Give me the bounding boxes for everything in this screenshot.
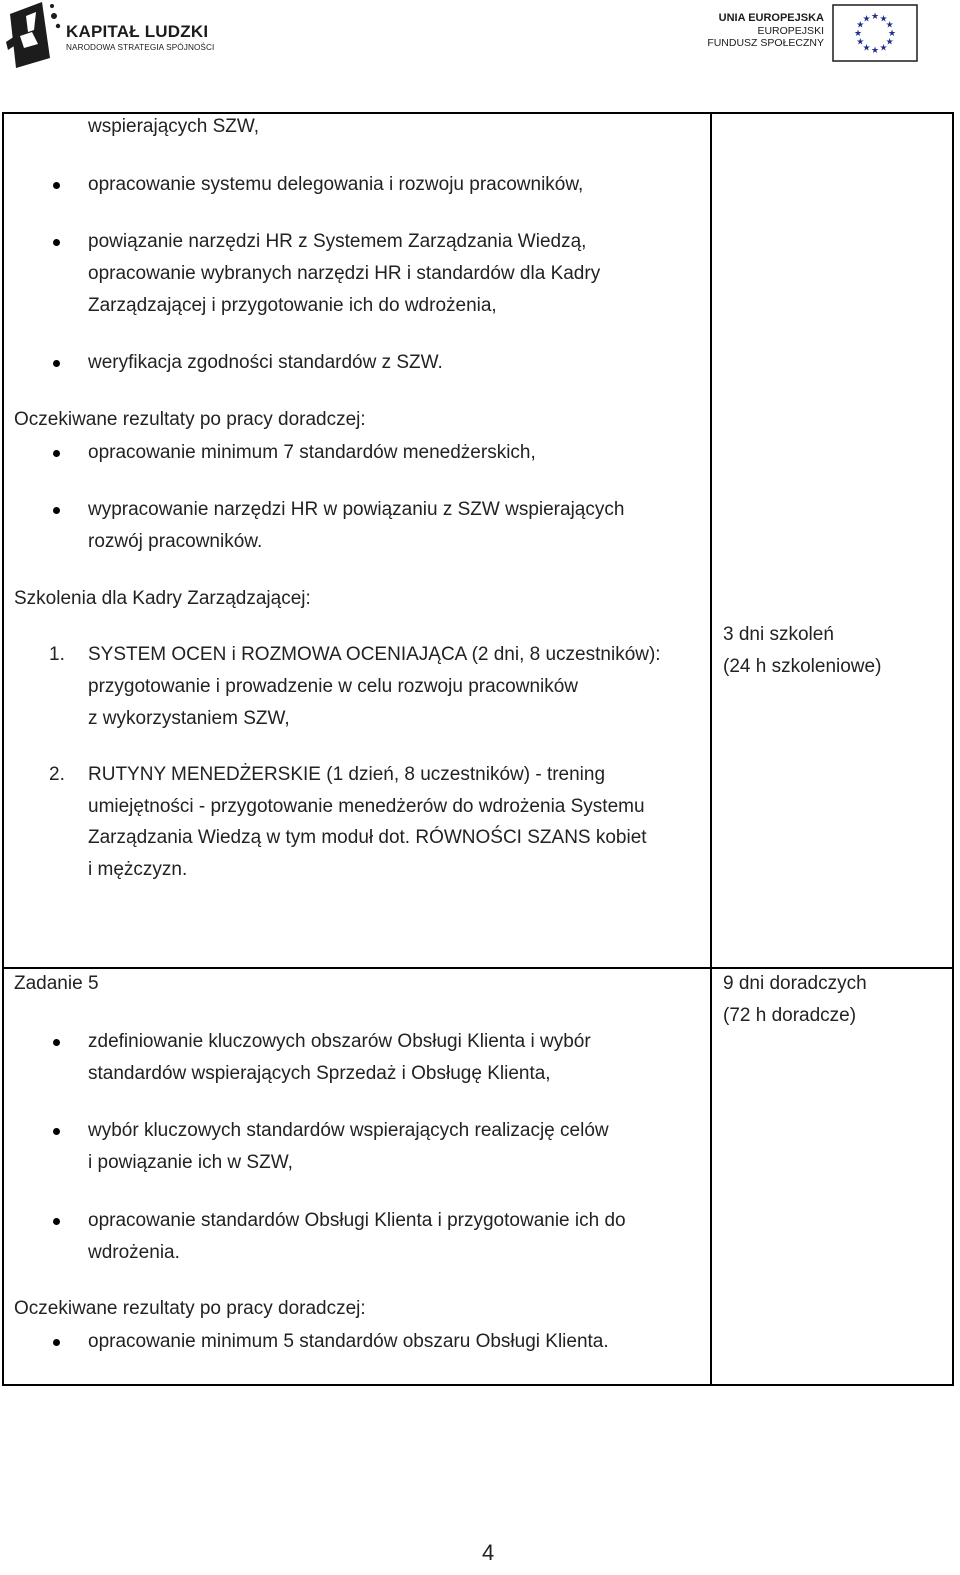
kapital-ludzki-emblem-icon	[6, 2, 62, 68]
duration-text: 3 dni szkoleń	[723, 624, 834, 645]
list-item-continued: i powiązanie ich w SZW,	[88, 1152, 293, 1173]
eu-star-icon: ★	[862, 42, 871, 53]
text-line: wspierających SZW,	[88, 116, 260, 137]
duration-hours-text: (24 h szkoleniowe)	[723, 656, 882, 677]
list-item: powiązanie narzędzi HR z Systemem Zarządzania Wiedzą,	[88, 231, 587, 252]
eu-line-3: FUNDUSZ SPOŁECZNY	[707, 37, 824, 49]
list-item: opracowanie systemu delegowania i rozwoju pracowników,	[88, 174, 584, 195]
list-number: 2.	[49, 764, 65, 785]
eu-star-icon: ★	[885, 19, 894, 30]
eu-star-icon: ★	[887, 28, 897, 38]
eu-star-icon: ★	[862, 13, 871, 24]
list-item: weryfikacja zgodności standardów z SZW.	[88, 352, 443, 373]
results-heading: Oczekiwane rezultaty po pracy doradczej:	[14, 1298, 366, 1319]
eu-star-icon: ★	[856, 19, 865, 30]
kapital-ludzki-subtitle: NARODOWA STRATEGIA SPÓJNOŚCI	[66, 43, 215, 52]
bullet-icon	[53, 1339, 60, 1346]
bullet-icon	[53, 182, 60, 189]
bullet-icon	[53, 239, 60, 246]
eu-text	[707, 12, 824, 50]
training-heading: Szkolenia dla Kadry Zarządzającej:	[14, 588, 311, 609]
list-item: opracowanie standardów Obsługi Klienta i przygotowanie ich do	[88, 1210, 626, 1231]
list-item-continued: rozwój pracowników.	[88, 531, 263, 552]
eu-star-icon: ★	[879, 42, 888, 53]
list-item: opracowanie minimum 5 standardów obszaru Obsługi Klienta.	[88, 1331, 609, 1352]
eu-line-1: UNIA EUROPEJSKA	[718, 12, 824, 24]
bullet-icon	[53, 1039, 60, 1046]
list-number: 1.	[49, 644, 65, 665]
eu-star-icon: ★	[856, 36, 865, 47]
list-item: wybór kluczowych standardów wspierających realizację celów	[88, 1120, 609, 1141]
numbered-item-continued: Zarządzania Wiedzą w tym moduł dot. RÓWNOŚCI SZANS kobiet	[88, 827, 647, 848]
list-item: zdefiniowanie kluczowych obszarów Obsługi Klienta i wybór	[88, 1031, 591, 1052]
bullet-icon	[53, 1128, 60, 1135]
bullet-icon	[53, 360, 60, 367]
results-heading: Oczekiwane rezultaty po pracy doradczej:	[14, 409, 366, 430]
eu-star-icon: ★	[870, 11, 880, 21]
bullet-icon	[53, 1218, 60, 1225]
list-item-continued: standardów wspierających Sprzedaż i Obsługę Klienta,	[88, 1063, 551, 1084]
eu-flag-icon	[832, 4, 918, 62]
table-column-divider	[710, 112, 712, 1386]
eu-star-icon: ★	[879, 13, 888, 24]
table-border-left	[2, 112, 4, 1386]
numbered-item-continued: przygotowanie i prowadzenie w celu rozwoju pracowników	[88, 676, 579, 697]
numbered-item: SYSTEM OCEN i ROZMOWA OCENIAJĄCA (2 dni, 8 uczestników):	[88, 644, 661, 665]
numbered-item: RUTYNY MENEDŻERSKIE (1 dzień, 8 uczestników) - trening	[88, 764, 606, 785]
numbered-item-continued: i mężczyzn.	[88, 859, 188, 880]
eu-star-icon: ★	[885, 36, 894, 47]
table-border-right	[952, 112, 954, 1386]
eu-star-icon: ★	[853, 28, 863, 38]
list-item: opracowanie minimum 7 standardów menedżerskich,	[88, 442, 536, 463]
numbered-item-continued: z wykorzystaniem SZW,	[88, 708, 290, 729]
list-item-continued: wdrożenia.	[88, 1242, 180, 1263]
duration-hours-text: (72 h doradcze)	[723, 1005, 857, 1026]
task-title: Zadanie 5	[14, 973, 99, 994]
kapital-ludzki-title: KAPITAŁ LUDZKI	[66, 22, 209, 41]
eu-star-icon: ★	[870, 45, 880, 55]
list-item: wypracowanie narzędzi HR w powiązaniu z SZW wspierających	[88, 499, 625, 520]
list-item-continued: opracowanie wybranych narzędzi HR i standardów dla Kadry	[88, 263, 601, 284]
bullet-icon	[53, 450, 60, 457]
page-number: 4	[482, 1540, 495, 1565]
table-border-bottom	[2, 1384, 954, 1386]
list-item-continued: Zarządzającej i przygotowanie ich do wdrożenia,	[88, 295, 497, 316]
kapital-ludzki-logo	[6, 2, 216, 68]
numbered-item-continued: umiejętności - przygotowanie menedżerów do wdrożenia Systemu	[88, 796, 645, 817]
bullet-icon	[53, 507, 60, 514]
eu-logo	[705, 2, 920, 64]
eu-line-2: EUROPEJSKI	[757, 24, 824, 37]
duration-text: 9 dni doradczych	[723, 973, 867, 994]
